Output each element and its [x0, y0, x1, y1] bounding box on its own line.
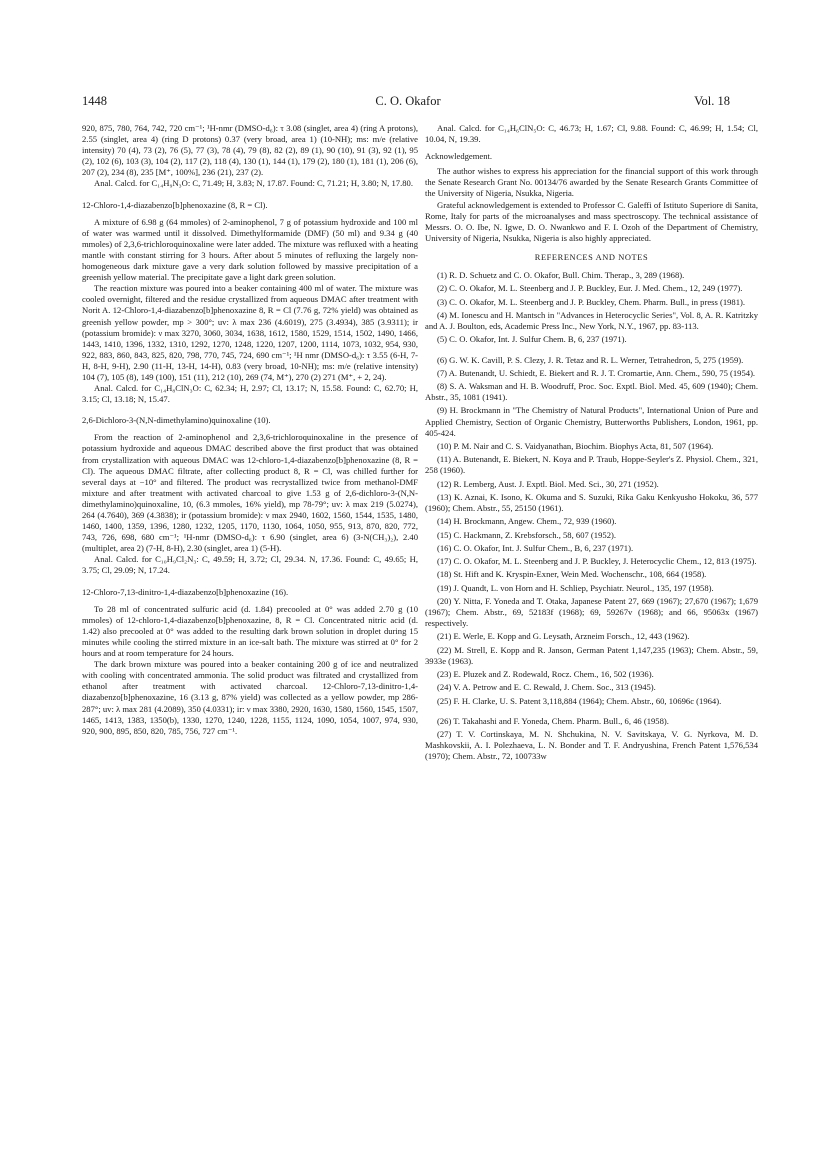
- compound-heading: 2,6-Dichloro-3-(N,N-dimethylamino)quinoxaline (10).: [82, 415, 271, 426]
- reference-item: (21) E. Werle, E. Kopp and G. Leysath, Arzneim Forsch., 12, 443 (1962).: [437, 631, 690, 642]
- reference-item: (25) F. H. Clarke, U. S. Patent 3,118,884 (1964); Chem. Abstr., 60, 10696c (1964).: [437, 695, 722, 706]
- acknowledgement-paragraph: The author wishes to express his appreciation for the financial support of this work through the Senate Research Grant No. 00134/76 awarded by the Senate Research Grants Committee of the University of Nigeria, Nsukka, Nigeria.: [425, 166, 758, 199]
- reference-item: (9) H. Brockmann in "The Chemistry of Natural Products", International Union of Pure and Applied Chemistry, Section of Organic Chemistry, Butterworths Publishers, London, 1961, pp. 405-424.: [425, 405, 758, 438]
- reference-item: (22) M. Strell, E. Kopp and R. Janson, German Patent 1,147,235 (1963); Chem. Abstr., 59, 3933e (1963).: [425, 644, 758, 666]
- reference-item: (18) St. Hift and K. Kryspin-Exner, Wein Med. Wochenschr., 108, 664 (1958).: [437, 569, 707, 580]
- reference-item: (26) T. Takahashi and F. Yoneda, Chem. Pharm. Bull., 6, 46 (1958).: [437, 715, 669, 726]
- procedure-paragraph: From the reaction of 2-aminophenol and 2,3,6-trichloroquinoxaline in the presence of potassium hydroxide and aqueous DMAC described above the first product that was obtained from crystallization with aqueous DMAC was 12-chloro-1,4-diazabenzo[b]phenoxazine (8, R = Cl). The aqueous DMAC filtrate, after collecting product 8, R = Cl, was chilled further for several days at −10° and filtered. The product was recrystallized twice from methanol-DMF mixture and after treatment with activated charcoal to give 1.53 g of 2,6-dichloro-3-(N,N-dimethylamino)quinoxaline, 10, (6.3 mmoles, 16% yield), mp 78-79°; uv: λ max 219 (5.0274), 264 (4.7640), 369 (4.3838); ir (potassium bromide): ν max 2940, 1602, 1560, 1544, 1535, 1480, 1460, 1400, 1359, 1396, 1280, 1232, 1205, 1170, 1130, 1064, 1050, 955, 913, 870, 820, 772, 743, 726, 698, 680 cm⁻¹; ¹H-nmr (DMSO-d₆): τ 6.90 (singlet, area 6) (3-N(CH₃)₂), 2.40 (multiplet, area 2) (7-H, 8-H), 2.30 (singlet, area 1) (5-H).: [82, 432, 418, 554]
- reference-item: (7) A. Butenandt, U. Schiedt, E. Biekert and R. J. T. Cromartie, Ann. Chem., 590, 75 (1954).: [437, 367, 756, 378]
- procedure-paragraph: The dark brown mixture was poured into a beaker containing 200 g of ice and neutralized with cooling with concentrated ammonia. The solid product was filtrated and crystallized from ethanol after treatment with activated charcoal. 12-Chloro-7,13-dinitro-1,4-diazabenzo[b]phenoxazine, 16 (3.13 g, 87% yield) was collected as a yellow powder, mp 286-287°; uv: λ max 281 (4.2089), 350 (4.0331); ir: ν max 3380, 2920, 1630, 1580, 1560, 1545, 1507, 1465, 1413, 1383, 1350(b), 1330, 1270, 1240, 1228, 1155, 1124, 1090, 1054, 1007, 974, 930, 920, 900, 895, 850, 820, 785, 756, 727 cm⁻¹.: [82, 659, 418, 736]
- running-head-author: C. O. Okafor: [375, 94, 441, 108]
- reference-item: (15) C. Hackmann, Z. Krebsforsch., 58, 607 (1952).: [437, 529, 616, 540]
- analysis-paragraph: Anal. Calcd. for C₁₀H₉Cl₂N₃: C, 49.59; H, 3.72; Cl, 29.34. N, 17.36. Found: C, 49.65; H, 3.75; Cl, 29.09; N, 17.24.: [82, 554, 418, 576]
- procedure-paragraph: A mixture of 6.98 g (64 mmoles) of 2-aminophenol, 7 g of potassium hydroxide and 100 ml of water was warmed until it dissolved. Dimethylformamide (DMF) (50 ml) and 9.34 g (40 mmoles) of 2,3,6-trichloroquinoxaline were later added. The mixture was refluxed with a heating mantle with constant stirring for 3 hours. After about 5 minutes of refluxing the largely non-homogeneous dark mixture gave a very dark solution followed by massive precipitation of a greenish yellow material. The precipitate gave a light dark green solution.: [82, 216, 418, 283]
- page-number: 1448: [82, 94, 107, 108]
- reference-item: (3) C. O. Okafor, M. L. Steenberg and J. P. Buckley, Chem. Pharm. Bull., in press (1981).: [437, 296, 746, 307]
- reference-item: (14) H. Brockmann, Angew. Chem., 72, 939 (1960).: [437, 516, 617, 527]
- reference-item: (19) J. Quandt, L. von Horn and H. Schliep, Psychiatr. Neurol., 135, 197 (1958).: [437, 582, 714, 593]
- reference-item: (2) C. O. Okafor, M. L. Steenberg and J. P. Buckley, Eur. J. Med. Chem., 12, 249 (1977).: [437, 283, 743, 294]
- reference-item: (5) C. O. Okafor, Int. J. Sulfur Chem. B, 6, 237 (1971).: [437, 334, 627, 345]
- acknowledgement-paragraph: Grateful acknowledgement is extended to Professor C. Galeffi of Istituto Superiore di Sanita, Rome, Italy for parts of the microanalyses and mass spectroscopy. The technical assistance of Messrs. O. O. Ibe, N. Igwe, D. O. Nwankwo and F. I. Ozoh of the Department of Chemistry, University of Nigeria, Nsukka, Nigeria is also highly appreciated.: [425, 199, 758, 243]
- spectral-data-paragraph: 920, 875, 780, 764, 742, 720 cm⁻¹; ¹H-nmr (DMSO-d₆): τ 3.08 (singlet, area 4) (ring A protons), 2.55 (singlet, area 4) (ring D protons) 0.37 (very broad, area 1) (10-NH); ms: m/e (relative intensity) 70 (4), 73 (2), 76 (5), 77 (3), 78 (4), 79 (8), 82 (2), 89 (1), 90 (10), 91 (3), 92 (1), 95 (2), 102 (6), 103 (3), 104 (2), 117 (2), 118 (4), 130 (1), 144 (1), 179 (2), 180 (1), 181 (1), 206 (6), 207 (2), 234 (8), 235 [M⁺, 100%], 236 (21), 237 (2).: [82, 123, 418, 178]
- reference-item: (23) E. Pluzek and Z. Rodewald, Rocz. Chem., 16, 502 (1936).: [437, 669, 654, 680]
- reference-item: (6) G. W. K. Cavill, P. S. Clezy, J. R. Tetaz and R. L. Werner, Tetrahedron, 5, 275 (1959).: [437, 354, 744, 365]
- analysis-paragraph: Anal. Calcd. for C₁₄H₈ClN₃O: C, 62.34; H, 2.97; Cl, 13.17; N, 15.58. Found: C, 62.70; H, 3.15; Cl, 13.18; N, 15.47.: [82, 383, 418, 405]
- reference-item: (11) A. Butenandt, E. Biekert, N. Koya and P. Traub, Hoppe-Seyler's Z. Physiol. Chem., 321, 258 (1960).: [425, 454, 758, 476]
- reference-item: (13) K. Aznai, K. Isono, K. Okuma and S. Suzuki, Rika Gaku Kenkyusho Hokoku, 36, 577 (1960); Chem. Abstr., 55, 25150 (1961).: [425, 491, 758, 513]
- reference-list: [425, 270, 758, 762]
- analysis-paragraph: Anal. Calcd. for C₁₄H₆ClN₅O: C, 46.73; H, 1.67; Cl, 9.88. Found: C, 46.99; H, 1.54; Cl, 10.04, N, 19.39.: [425, 123, 758, 145]
- reference-item: (20) Y. Nitta, F. Yoneda and T. Otaka, Japanese Patent 27, 669 (1967); 27,670 (1967); 1,679 (1967); Chem. Abstr., 69, 52183f (1968); 69, 59267v (1968); and 66, 95063x (1967) respectively.: [425, 595, 758, 629]
- reference-item: (16) C. O. Okafor, Int. J. Sulfur Chem., B, 6, 237 (1971).: [437, 542, 634, 553]
- reference-item: (8) S. A. Waksman and H. B. Woodruff, Proc. Soc. Exptl. Biol. Med. 45, 609 (1940); Chem. Abstr., 35, 1081 (1941).: [425, 381, 758, 403]
- procedure-paragraph: To 28 ml of concentrated sulfuric acid (d. 1.84) precooled at 0° was added 2.70 g (10 mmoles) of 12-chloro-1,4-diazabenzo[b]phenoxazine, 8, R = Cl. Concentrated nitric acid (d. 1.42) also precooled at 0° was added to the resulting dark brown solution in droplet during 15 minutes while cooling the stirred mixture in an ice-salt bath. The mixture was stirred at 0° for 2 hours and at room temperature for 24 hours.: [82, 603, 418, 659]
- reference-item: (24) V. A. Petrow and E. C. Rewald, J. Chem. Soc., 313 (1945).: [437, 682, 656, 693]
- left-column: [82, 123, 418, 737]
- reference-item: (27) T. V. Cortinskaya, M. N. Shchukina, N. V. Savitskaya, V. G. Nyrkova, M. D. Mashkovskii, A. I. Polezhaeva, L. N. Bonder and T. F. Andryushina, French Patent 1,576,534 (1970); Chem. Abstr., 72, 100733w: [425, 729, 758, 762]
- reference-item: (17) C. O. Okafor, M. L. Steenberg and J. P. Buckley, J. Heterocyclic Chem., 12, 813 (1975).: [437, 556, 757, 567]
- references-heading: REFERENCES AND NOTES: [534, 252, 649, 262]
- reference-item: (1) R. D. Schuetz and C. O. Okafor, Bull. Chim. Therap., 3, 289 (1968).: [437, 270, 685, 281]
- compound-heading: 12-Chloro-1,4-diazabenzo[b]phenoxazine (8, R = Cl).: [82, 199, 268, 210]
- right-column: [425, 123, 758, 765]
- reference-item: (10) P. M. Nair and C. S. Vaidyanathan, Biochim. Biophys Acta, 81, 507 (1964).: [437, 440, 714, 451]
- analysis-paragraph: Anal. Calcd. for C₁₄H₉N₃O: C, 71.49; H, 3.83; N, 17.87. Found: C, 71.21; H, 3.80; N, 17.80.: [94, 178, 413, 189]
- volume-label: Vol. 18: [694, 94, 730, 108]
- procedure-paragraph: The reaction mixture was poured into a beaker containing 400 ml of water. The mixture was cooled overnight, filtered and the residue crystallized from aqueous DMAC after treatment with Norit A. 12-Chloro-1,4-diazabenzo[b]phenoxazine 8, R = Cl (7.76 g, 72% yield) was obtained as greenish yellow powder, mp > 300°; uv: λ max 236 (4.6019), 275 (3.4934), 385 (3.9311); ir (potassium bromide): ν max 3270, 3060, 3034, 1638, 1612, 1580, 1529, 1514, 1502, 1490, 1466, 1443, 1410, 1396, 1332, 1310, 1292, 1270, 1248, 1220, 1207, 1200, 1114, 1073, 1032, 954, 930, 922, 883, 860, 843, 825, 820, 798, 770, 745, 724, 690 cm⁻¹; ¹H nmr (DMSO-d₆): τ 3.55 (6-H, 7-H, 8-H, 9-H), 2.90 (11-H, 13-H, 14-H), 0.83 (very broad, 10-NH); ms: m/e (relative intensity) 104 (7), 105 (8), 149 (100), 151 (11), 212 (10), 269 (74, M⁺), 270 (2) 271 (M⁺, + 2, 24).: [82, 283, 418, 382]
- reference-item: (4) M. Ionescu and H. Mantsch in "Advances in Heterocyclic Series", Vol. 8, A. R. Katritzky and A. J. Boulton, eds, Academic Press Inc., New York, N.Y., 1967, pp. 83-113.: [425, 309, 758, 331]
- acknowledgement-heading: Acknowledgement.: [425, 151, 493, 162]
- compound-heading: 12-Chloro-7,13-dinitro-1,4-diazabenzo[b]phenoxazine (16).: [82, 586, 289, 597]
- reference-item: (12) R. Lemberg, Aust. J. Exptl. Biol. Med. Sci., 30, 271 (1952).: [437, 478, 659, 489]
